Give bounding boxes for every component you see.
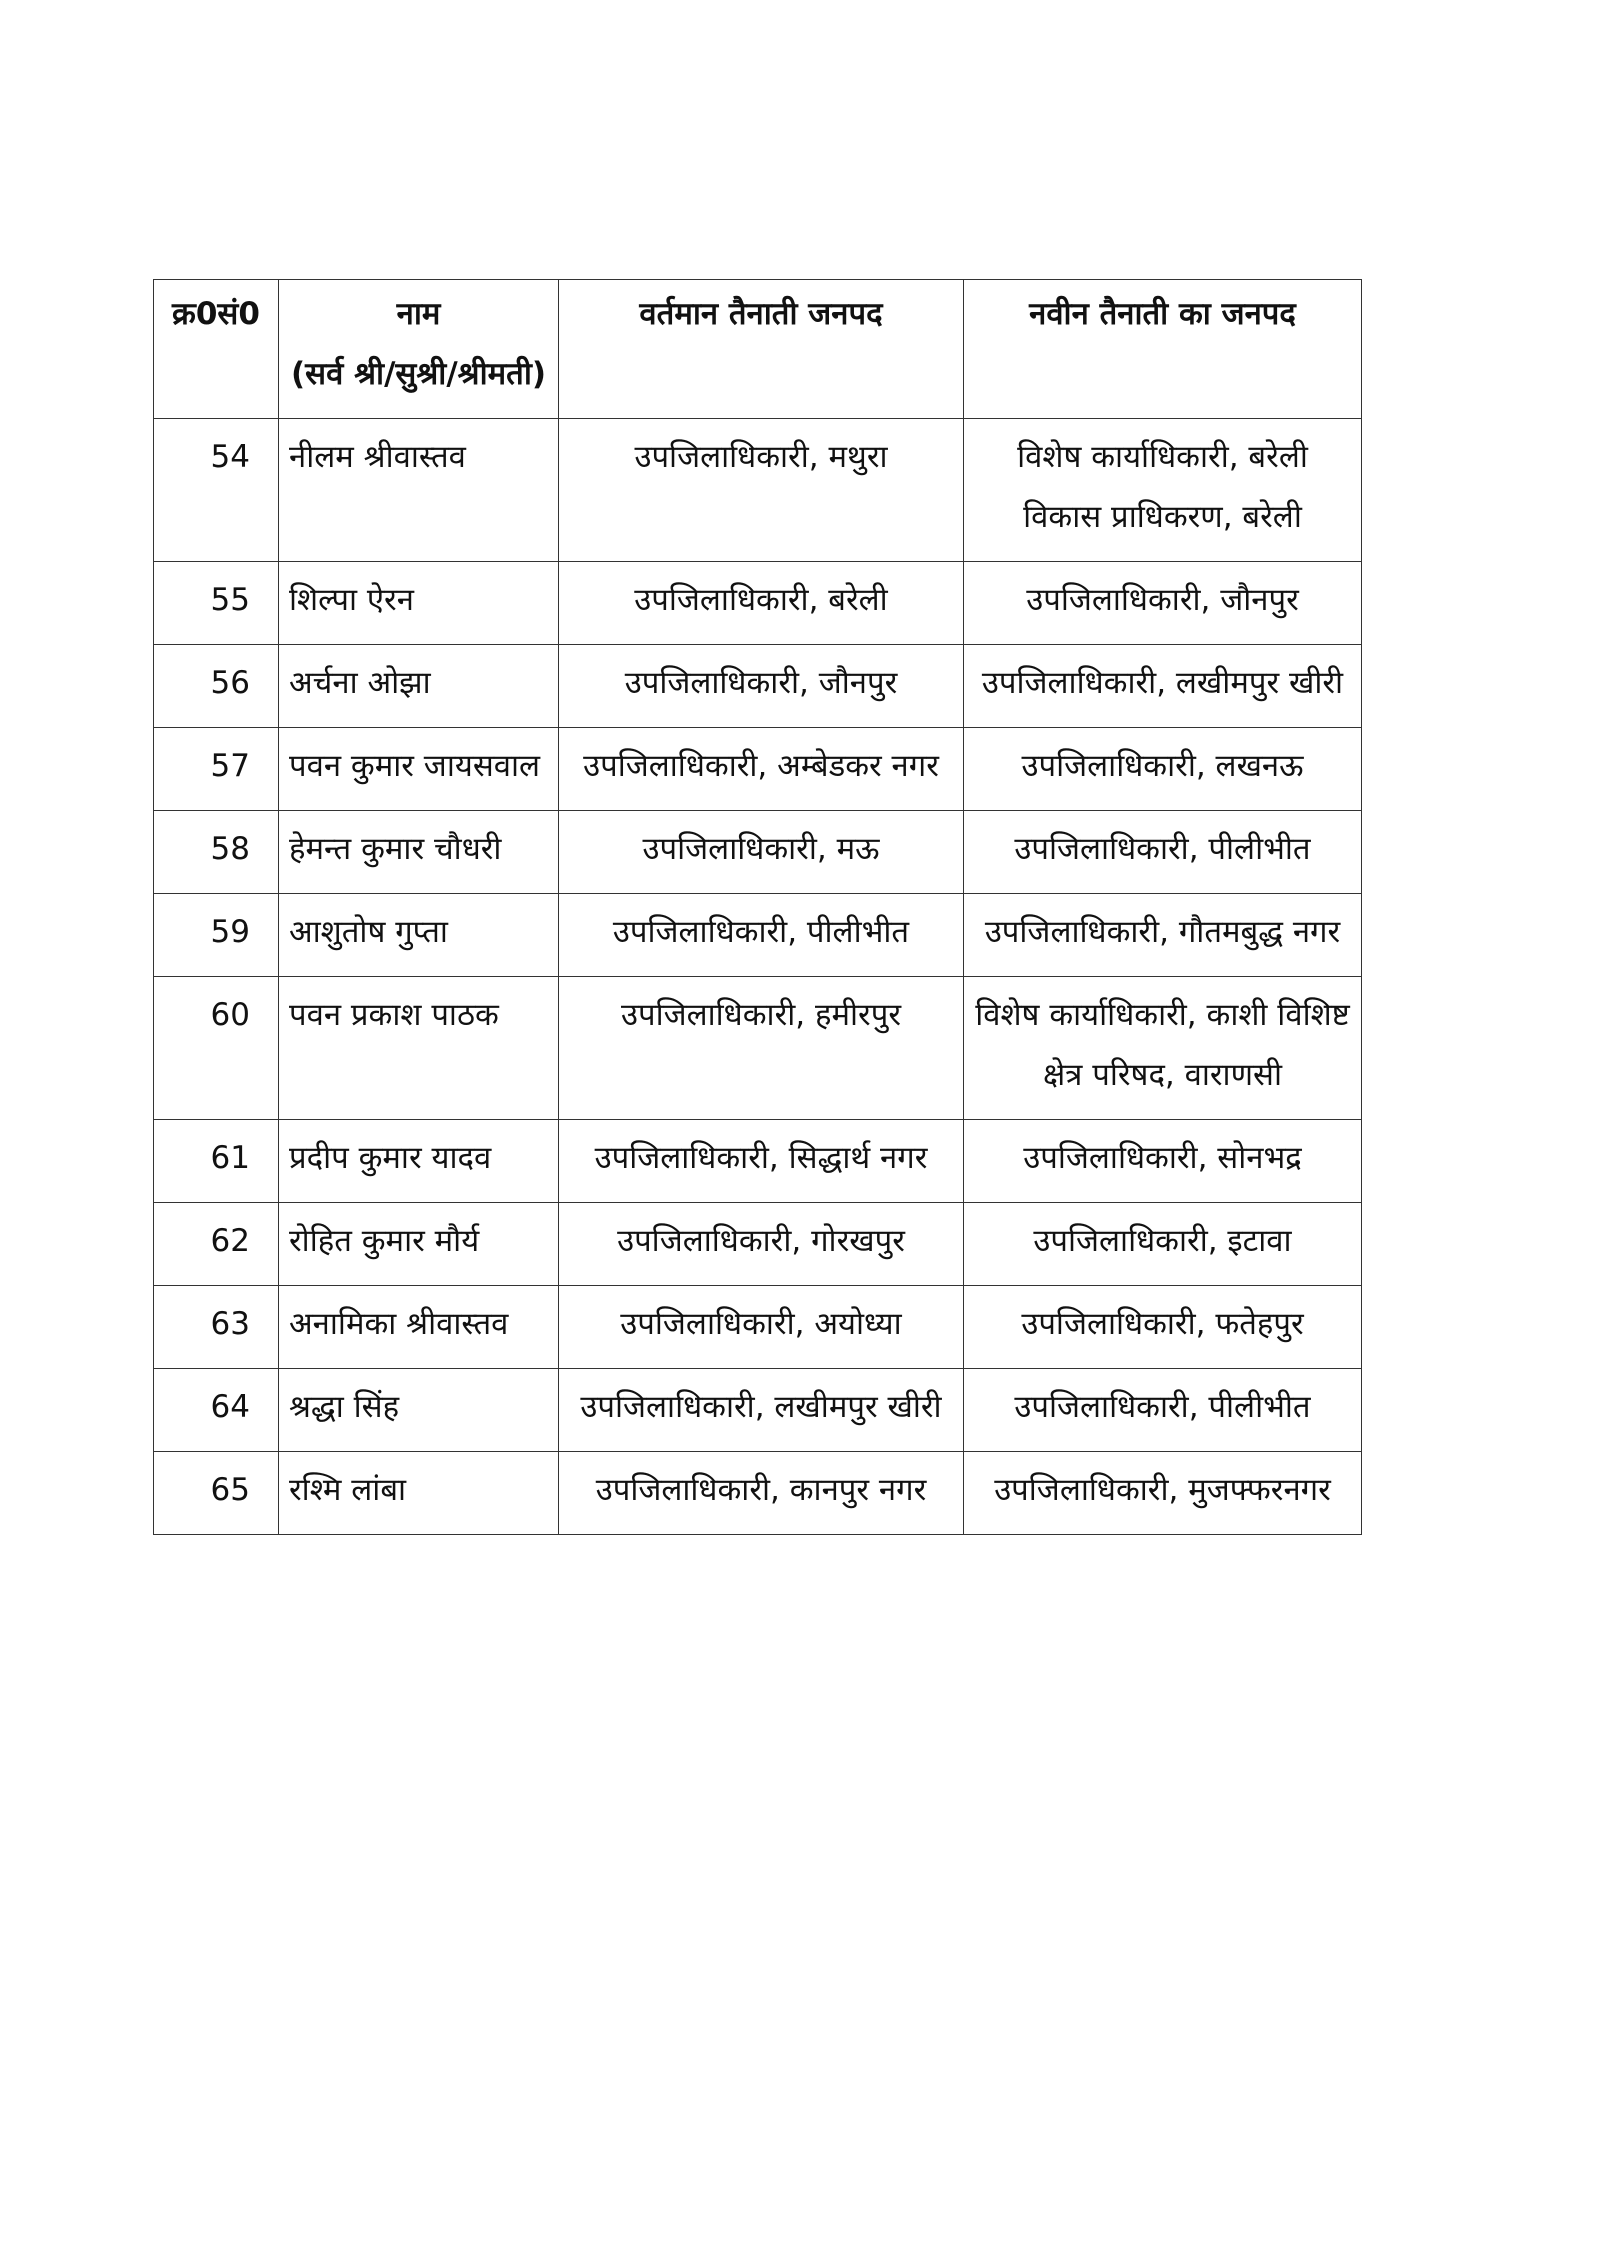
serial-number-cell: 55 bbox=[154, 562, 279, 645]
serial-number-cell: 54 bbox=[154, 419, 279, 562]
header-name bbox=[279, 280, 559, 419]
officer-name-cell: आशुतोष गुप्ता bbox=[279, 894, 559, 977]
header-new-label: नवीन तैनाती का जनपद bbox=[1029, 296, 1296, 332]
table-row bbox=[154, 1369, 1362, 1452]
table-row bbox=[154, 419, 1362, 562]
new-posting-cell: उपजिलाधिकारी, पीलीभीत bbox=[964, 811, 1362, 894]
officer-name-cell: हेमन्त कुमार चौधरी bbox=[279, 811, 559, 894]
serial-number-cell: 62 bbox=[154, 1203, 279, 1286]
current-posting-cell: उपजिलाधिकारी, लखीमपुर खीरी bbox=[559, 1369, 964, 1452]
new-posting-cell: उपजिलाधिकारी, जौनपुर bbox=[964, 562, 1362, 645]
officer-name-cell: पवन कुमार जायसवाल bbox=[279, 728, 559, 811]
current-posting-cell: उपजिलाधिकारी, कानपुर नगर bbox=[559, 1452, 964, 1535]
serial-number-cell: 56 bbox=[154, 645, 279, 728]
header-serial-label: क्र0सं0 bbox=[172, 296, 260, 332]
header-name-subtitle: (सर्व श्री/सुश्री/श्रीमती) bbox=[290, 356, 547, 392]
officer-name-cell: प्रदीप कुमार यादव bbox=[279, 1120, 559, 1203]
officer-name-cell: पवन प्रकाश पाठक bbox=[279, 977, 559, 1120]
current-posting-cell: उपजिलाधिकारी, बरेली bbox=[559, 562, 964, 645]
officer-name-cell: शिल्पा ऐरन bbox=[279, 562, 559, 645]
current-posting-cell: उपजिलाधिकारी, अयोध्या bbox=[559, 1286, 964, 1369]
new-posting-cell: उपजिलाधिकारी, लखनऊ bbox=[964, 728, 1362, 811]
serial-number-cell: 58 bbox=[154, 811, 279, 894]
table-row bbox=[154, 811, 1362, 894]
serial-number-cell: 64 bbox=[154, 1369, 279, 1452]
header-new-posting bbox=[964, 280, 1362, 419]
current-posting-cell: उपजिलाधिकारी, जौनपुर bbox=[559, 645, 964, 728]
current-posting-cell: उपजिलाधिकारी, मथुरा bbox=[559, 419, 964, 562]
new-posting-cell: उपजिलाधिकारी, सोनभद्र bbox=[964, 1120, 1362, 1203]
current-posting-cell: उपजिलाधिकारी, हमीरपुर bbox=[559, 977, 964, 1120]
new-posting-cell: उपजिलाधिकारी, गौतमबुद्ध नगर bbox=[964, 894, 1362, 977]
table-row bbox=[154, 1120, 1362, 1203]
current-posting-cell: उपजिलाधिकारी, पीलीभीत bbox=[559, 894, 964, 977]
serial-number-cell: 65 bbox=[154, 1452, 279, 1535]
table-row bbox=[154, 894, 1362, 977]
header-serial bbox=[154, 280, 279, 419]
current-posting-cell: उपजिलाधिकारी, मऊ bbox=[559, 811, 964, 894]
header-name-label: नाम bbox=[396, 296, 441, 332]
new-posting-cell: विशेष कार्याधिकारी, बरेली विकास प्राधिकरण, बरेली bbox=[964, 419, 1362, 562]
table-row bbox=[154, 1286, 1362, 1369]
new-posting-cell: उपजिलाधिकारी, मुजफ्फरनगर bbox=[964, 1452, 1362, 1535]
officer-name-cell: श्रद्धा सिंह bbox=[279, 1369, 559, 1452]
serial-number-cell: 59 bbox=[154, 894, 279, 977]
table-row bbox=[154, 1452, 1362, 1535]
new-posting-cell: उपजिलाधिकारी, पीलीभीत bbox=[964, 1369, 1362, 1452]
new-posting-cell: उपजिलाधिकारी, इटावा bbox=[964, 1203, 1362, 1286]
header-current-label: वर्तमान तैनाती जनपद bbox=[639, 296, 883, 332]
serial-number-cell: 57 bbox=[154, 728, 279, 811]
new-posting-cell: उपजिलाधिकारी, फतेहपुर bbox=[964, 1286, 1362, 1369]
table-row bbox=[154, 562, 1362, 645]
table-row bbox=[154, 977, 1362, 1120]
table-row bbox=[154, 645, 1362, 728]
serial-number-cell: 61 bbox=[154, 1120, 279, 1203]
table-header-row bbox=[154, 280, 1362, 419]
officer-name-cell: अनामिका श्रीवास्तव bbox=[279, 1286, 559, 1369]
new-posting-cell: उपजिलाधिकारी, लखीमपुर खीरी bbox=[964, 645, 1362, 728]
current-posting-cell: उपजिलाधिकारी, गोरखपुर bbox=[559, 1203, 964, 1286]
table-body bbox=[154, 419, 1362, 1535]
table-row bbox=[154, 1203, 1362, 1286]
current-posting-cell: उपजिलाधिकारी, अम्बेडकर नगर bbox=[559, 728, 964, 811]
current-posting-cell: उपजिलाधिकारी, सिद्धार्थ नगर bbox=[559, 1120, 964, 1203]
officer-name-cell: रोहित कुमार मौर्य bbox=[279, 1203, 559, 1286]
header-current-posting bbox=[559, 280, 964, 419]
officer-name-cell: रश्मि लांबा bbox=[279, 1452, 559, 1535]
officer-name-cell: नीलम श्रीवास्तव bbox=[279, 419, 559, 562]
serial-number-cell: 63 bbox=[154, 1286, 279, 1369]
officer-name-cell: अर्चना ओझा bbox=[279, 645, 559, 728]
new-posting-cell: विशेष कार्याधिकारी, काशी विशिष्ट क्षेत्र परिषद, वाराणसी bbox=[964, 977, 1362, 1120]
table-row bbox=[154, 728, 1362, 811]
serial-number-cell: 60 bbox=[154, 977, 279, 1120]
transfer-table bbox=[153, 279, 1362, 1535]
